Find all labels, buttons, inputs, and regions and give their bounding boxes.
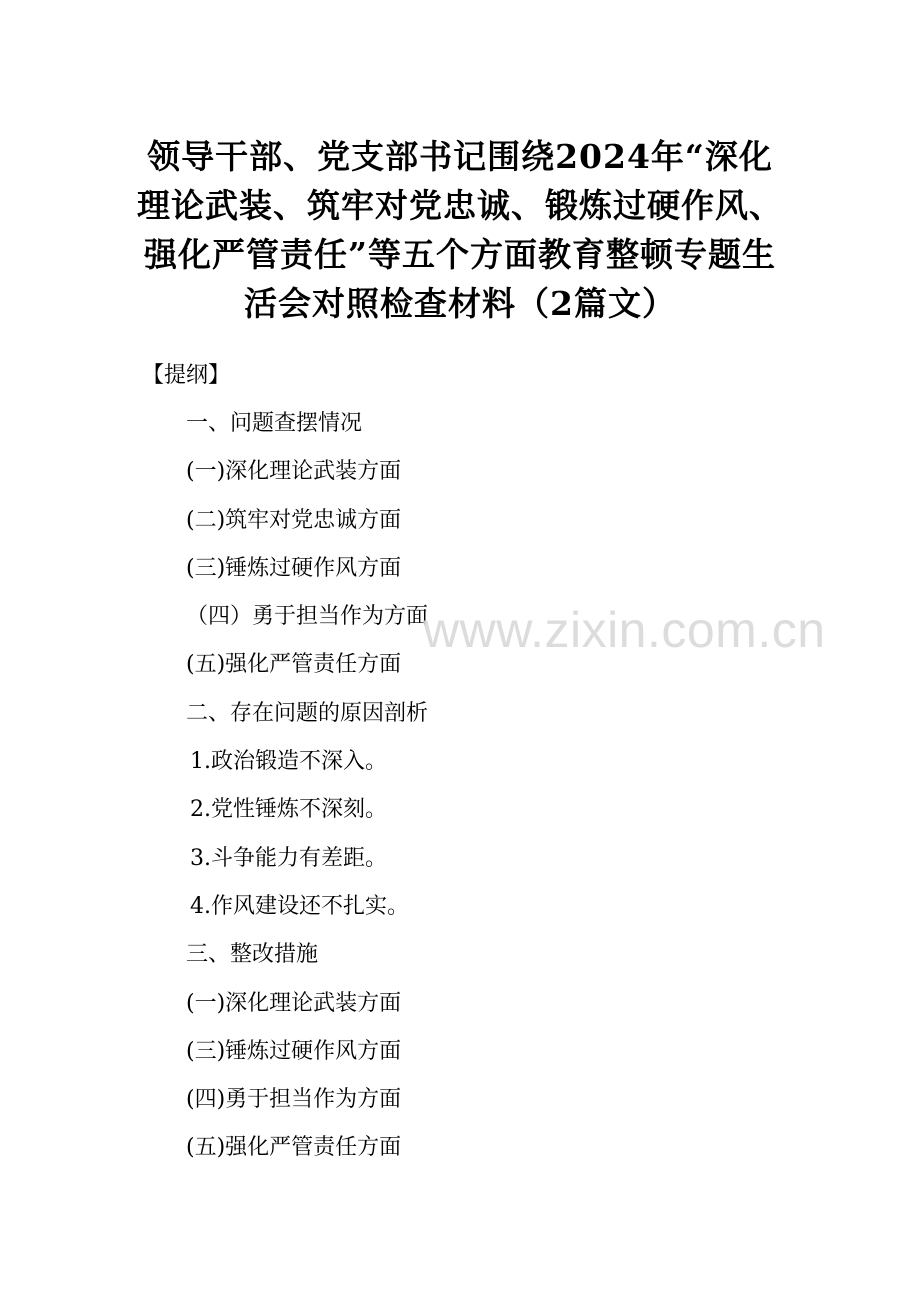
title-line: 强化严管责任”等五个方面教育整顿专题生 xyxy=(144,235,776,275)
outline-item: （四）勇于担当作为方面 xyxy=(186,604,429,630)
title-line: 理论武装、筑牢对党忠诚、锻炼过硬作风、 xyxy=(137,186,783,226)
title-line: 领导干部、党支部书记围绕2024年“深化 xyxy=(147,137,773,177)
title-line: 活会对照检查材料（2篇文） xyxy=(244,284,676,324)
outline-item: (一)深化理论武装方面 xyxy=(186,459,402,485)
outline-item: (二)筑牢对党忠诚方面 xyxy=(186,507,402,533)
outline-item: 3.斗争能力有差距。 xyxy=(190,845,387,871)
outline-section-heading: 二、存在问题的原因剖析 xyxy=(186,700,429,726)
outline-item: (三)锤炼过硬作风方面 xyxy=(186,1038,402,1064)
outline-item: (一)深化理论武装方面 xyxy=(186,990,402,1016)
outline-item: (五)强化严管责任方面 xyxy=(186,1135,402,1161)
outline-item: 2.党性锤炼不深刻。 xyxy=(190,797,387,823)
outline-heading: 【提纲】 xyxy=(142,363,231,388)
outline-item: 4.作风建设还不扎实。 xyxy=(190,893,409,919)
watermark-text: www.zixin.com.cn xyxy=(423,602,826,658)
outline-section-heading: 一、问题查摆情况 xyxy=(186,411,363,436)
outline-item: 1.政治锻造不深入。 xyxy=(190,749,387,775)
outline-item: (三)锤炼过硬作风方面 xyxy=(186,555,402,581)
outline-item: (四)勇于担当作为方面 xyxy=(186,1087,402,1113)
document-title xyxy=(60,132,860,328)
outline-list xyxy=(0,408,920,1181)
outline-item: (五)强化严管责任方面 xyxy=(186,652,402,678)
outline-section-heading: 三、整改措施 xyxy=(186,942,319,968)
